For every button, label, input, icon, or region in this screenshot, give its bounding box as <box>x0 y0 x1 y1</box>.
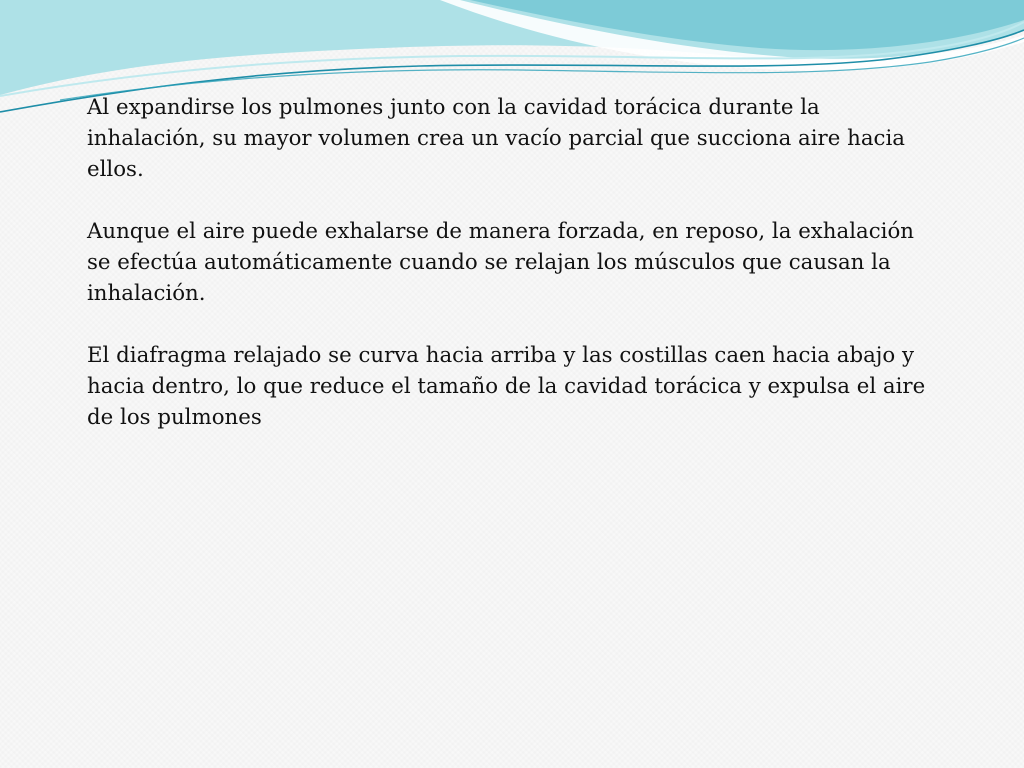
paragraph-inhalation: Al expandirse los pulmones junto con la cavidad torácica durante la inhalación, su mayor volumen crea un vacío parcial que succiona aire hacia ellos. <box>87 95 905 182</box>
paragraph-diaphragm: El diafragma relajado se curva hacia arriba y las costillas caen hacia abajo y hacia dentro, lo que reduce el tamaño de la cavidad torácica y expulsa el aire de los pulmones <box>87 343 926 430</box>
paragraph-exhalation: Aunque el aire puede exhalarse de manera forzada, en reposo, la exhalación se efectúa automáticamente cuando se relajan los músculos que causan la inhalación. <box>87 219 915 306</box>
slide-body <box>87 92 937 464</box>
